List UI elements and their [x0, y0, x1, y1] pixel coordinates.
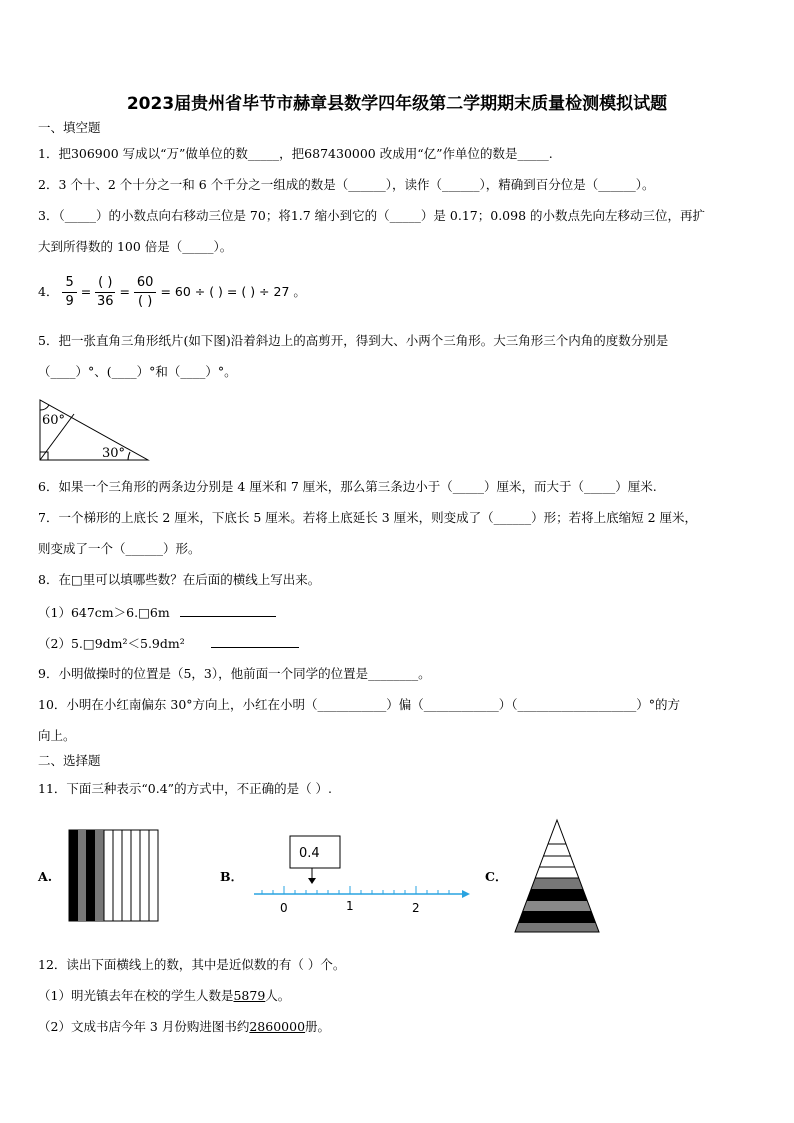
- fraction-blank-36: $\frac{( )}{36}$: [97, 275, 114, 309]
- q12-1-number: 5879: [233, 988, 266, 1003]
- question-10-line2: 向上。: [38, 728, 76, 743]
- q12-2-number: 2860000: [249, 1019, 306, 1034]
- question-7-line2: 则变成了一个（______）形。: [38, 541, 201, 556]
- q12-1-text: （1）明光镇去年在校的学生人数是: [38, 988, 234, 1003]
- fraction-5-9: $\frac{5}{9}$: [62, 274, 76, 311]
- question-1: 1．把306900 写成以“万”做单位的数_____，把687430000 改成用“亿”作单位的数是_____.: [38, 146, 553, 161]
- option-b-label[interactable]: B．: [220, 869, 244, 884]
- q12-1-suffix: 人。: [265, 988, 291, 1003]
- question-7-line1: 7．一个梯形的上底长 2 厘米，下底长 5 厘米。若将上底延长 3 厘米，则变成了（______）形；若将上底缩短 2 厘米，: [38, 510, 698, 525]
- question-6: 6．如果一个三角形的两条边分别是 4 厘米和 7 厘米，那么第三条边小于（_____）厘米，而大于（_____）厘米.: [38, 479, 657, 494]
- question-12-part2: [38, 1019, 330, 1035]
- question-10-line1: 10．小明在小红南偏东 30°方向上，小红在小明（___________）偏（____________）（___________________）°的方: [38, 697, 681, 712]
- option-c-label[interactable]: C．: [485, 869, 508, 884]
- tick-label-1: 1: [346, 899, 354, 913]
- q8-1-answer-line[interactable]: [180, 603, 276, 617]
- q8-1-text: （1）647cm＞6.□6m: [38, 605, 170, 620]
- question-12-part1: [38, 988, 290, 1004]
- option-c-triangle-bands[interactable]: [512, 818, 602, 934]
- section-fill-blank: 一、填空题: [38, 120, 101, 135]
- question-8-part1: [38, 603, 276, 621]
- question-11: 11．下面三种表示“0.4”的方式中，不正确的是（ ）.: [38, 781, 333, 796]
- q4-number: 4．: [38, 284, 59, 299]
- option-a-label[interactable]: A.: [38, 869, 53, 884]
- q12-2-text: （2）文成书店今年 3 月份购进图书约: [38, 1019, 250, 1034]
- angle-60-label: 60°: [42, 413, 66, 428]
- q8-2-answer-line[interactable]: [211, 634, 299, 648]
- option-a-strip-grid[interactable]: [68, 829, 160, 923]
- q4-rest: = 60 ÷ ( ) = ( ) ÷ 27 。: [160, 284, 306, 299]
- value-box-label: 0.4: [299, 846, 320, 861]
- question-9: 9．小明做操时的位置是（5，3），他前面一个同学的位置是________。: [38, 666, 431, 681]
- fraction-60-blank: $\frac{60}{( )}$: [134, 274, 157, 311]
- q8-2-text: （2）5.□9dm²＜5.9dm²: [38, 636, 185, 651]
- tick-label-2: 2: [412, 901, 420, 915]
- question-4: 4． $\frac{5}{9}$ = $\frac{( )}{36}$ = $\frac{60}{( )}$ = 60 ÷ ( ) = ( ) ÷ 27 。: [38, 275, 306, 309]
- option-b-number-line[interactable]: [250, 834, 472, 918]
- question-3-line1: 3．（_____）的小数点向右移动三位是 70；将1.7 缩小到它的（_____）是 0.17；0.098 的小数点先向左移动三位，再扩: [38, 208, 706, 223]
- question-8-part2: [38, 634, 299, 652]
- question-8: 8．在□里可以填哪些数？在后面的横线上写出来。: [38, 572, 321, 587]
- angle-30-label: 30°: [102, 446, 126, 461]
- question-5-line1: 5．把一张直角三角形纸片(如下图)沿着斜边上的高剪开，得到大、小两个三角形。大三角形三个内角的度数分别是: [38, 333, 669, 348]
- section-choice: 二、选择题: [38, 753, 101, 768]
- question-12: 12．读出下面横线上的数，其中是近似数的有（ ）个。: [38, 957, 346, 972]
- question-2: 2．3 个十、2 个十分之一和 6 个千分之一组成的数是（______），读作（______），精确到百分位是（______）。: [38, 177, 655, 192]
- question-5-line2: （____）°、(____）°和（____）°。: [38, 364, 237, 379]
- q12-2-suffix: 册。: [305, 1019, 331, 1034]
- right-triangle-figure: [36, 396, 154, 464]
- tick-label-0: 0: [280, 901, 288, 915]
- question-3-line2: 大到所得数的 100 倍是（_____）。: [38, 239, 233, 254]
- page-title: 2023届贵州省毕节市赫章县数学四年级第二学期期末质量检测模拟试题: [126, 94, 668, 114]
